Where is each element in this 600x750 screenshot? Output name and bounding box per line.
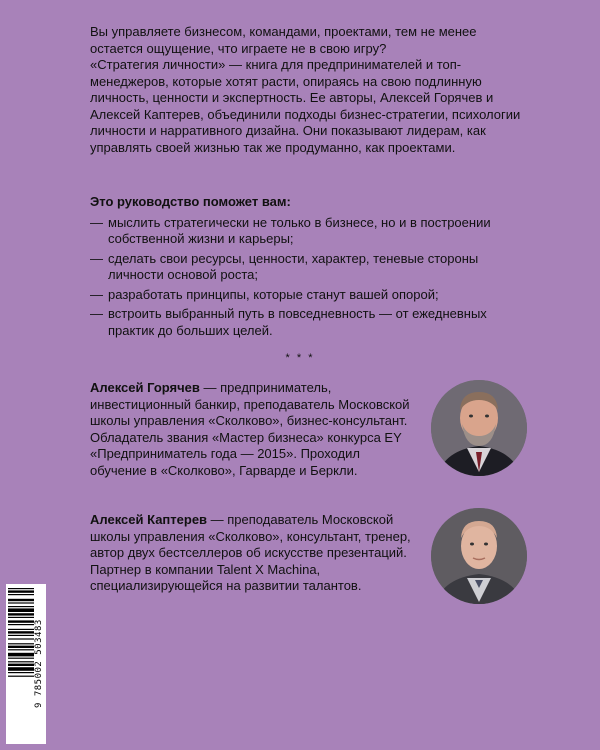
- barcode-bar: [8, 624, 34, 625]
- barcode-bar: [8, 638, 34, 639]
- barcode-bar: [8, 594, 34, 595]
- barcode-bar: [8, 672, 34, 673]
- dash-marker: —: [90, 286, 103, 302]
- portrait-icon: [431, 508, 527, 604]
- barcode-bar: [8, 629, 34, 630]
- barcode-bar: [8, 635, 34, 636]
- dash-marker: —: [90, 214, 103, 230]
- list-item-text: встроить выбранный путь в повседневность — от ежедневных практик до больших целей.: [108, 306, 487, 338]
- author-name: Алексей Горячев: [90, 380, 200, 395]
- barcode-bar: [8, 588, 34, 589]
- guide-heading: Это руководство поможет вам:: [90, 194, 291, 209]
- barcode-bar: [8, 590, 34, 592]
- barcode-bar: [8, 664, 34, 666]
- barcode-bar: [8, 643, 34, 644]
- dash-marker: —: [90, 250, 103, 266]
- list-item-text: разработать принципы, которые станут вашей опорой;: [108, 286, 439, 302]
- list-item-text: сделать свои ресурсы, ценности, характер, теневые стороны личности основой роста;: [108, 250, 479, 282]
- barcode-bar: [8, 599, 34, 601]
- intro-text: [90, 24, 530, 156]
- author-bio-text: — предприниматель, инвестиционный банкир, преподаватель Московской школы управления «Сколково», бизнес-консультант. Обладатель звания «Мастер бизнеса» конкурса EY «Предприниматель года — 2015». Проходил обучение в «Сколково», Гарварде и Беркли.: [90, 380, 410, 478]
- barcode-bar: [8, 613, 34, 615]
- isbn-barcode: [6, 584, 46, 744]
- barcode-digits: 9 785002 503483: [34, 619, 44, 709]
- barcode-bar: [8, 658, 34, 659]
- section-separator: * * *: [285, 352, 315, 364]
- barcode-bar: [8, 606, 34, 607]
- barcode-bar: [8, 649, 34, 650]
- barcode-bar: [8, 617, 34, 618]
- barcode-bar: [8, 676, 34, 677]
- portrait-icon: [431, 380, 527, 476]
- list-item: [90, 306, 530, 339]
- barcode-bar: [8, 620, 34, 622]
- list-item: [90, 215, 530, 248]
- barcode-bar: [8, 653, 34, 657]
- guide-section: [90, 194, 530, 342]
- author-bio-text: — преподаватель Московской школы управления «Сколково», консультант, тренер, автор двух бестселлеров об искусстве презентаций. Партнер в компании Talent X Machina, специализирующейся на развитии талантов.: [90, 512, 411, 593]
- barcode-bar: [8, 602, 34, 603]
- author-photo-goryachev: [431, 380, 527, 476]
- author-photo-kapterev: [431, 508, 527, 604]
- author-bio-goryachev: [90, 380, 420, 479]
- barcode-bar: [8, 646, 34, 648]
- dash-marker: —: [90, 306, 103, 321]
- barcode-bars: [8, 588, 34, 740]
- barcode-bar: [8, 608, 34, 612]
- list-item: [90, 287, 530, 304]
- barcode-bar: [8, 661, 34, 662]
- barcode-bar: [8, 631, 34, 633]
- list-item: [90, 251, 530, 284]
- author-name: Алексей Каптерев: [90, 512, 208, 527]
- intro-paragraph: «Стратегия личности» — книга для предпринимателей и топ-менеджеров, которые хотят расти, опираясь на свою подлинную личность, ценности и экспертность. Ее авторы, Алексей Горячев и Алексей Каптерев, объединили подходы бизнес-стратегии, психологии личности и нарративного дизайна. Они показывают лидерам, как управлять своей жизнью так же продуманно, как проектами.: [90, 57, 521, 155]
- guide-list: [90, 215, 530, 340]
- intro-paragraph: Вы управляете бизнесом, командами, проектами, тем не менее остается ощущение, что играете не в свою игру?: [90, 24, 477, 56]
- barcode-bar: [8, 667, 34, 671]
- list-item-text: мыслить стратегически не только в бизнесе, но и в построении собственной жизни и карьеры;: [108, 214, 491, 246]
- author-bio-kapterev: [90, 512, 420, 595]
